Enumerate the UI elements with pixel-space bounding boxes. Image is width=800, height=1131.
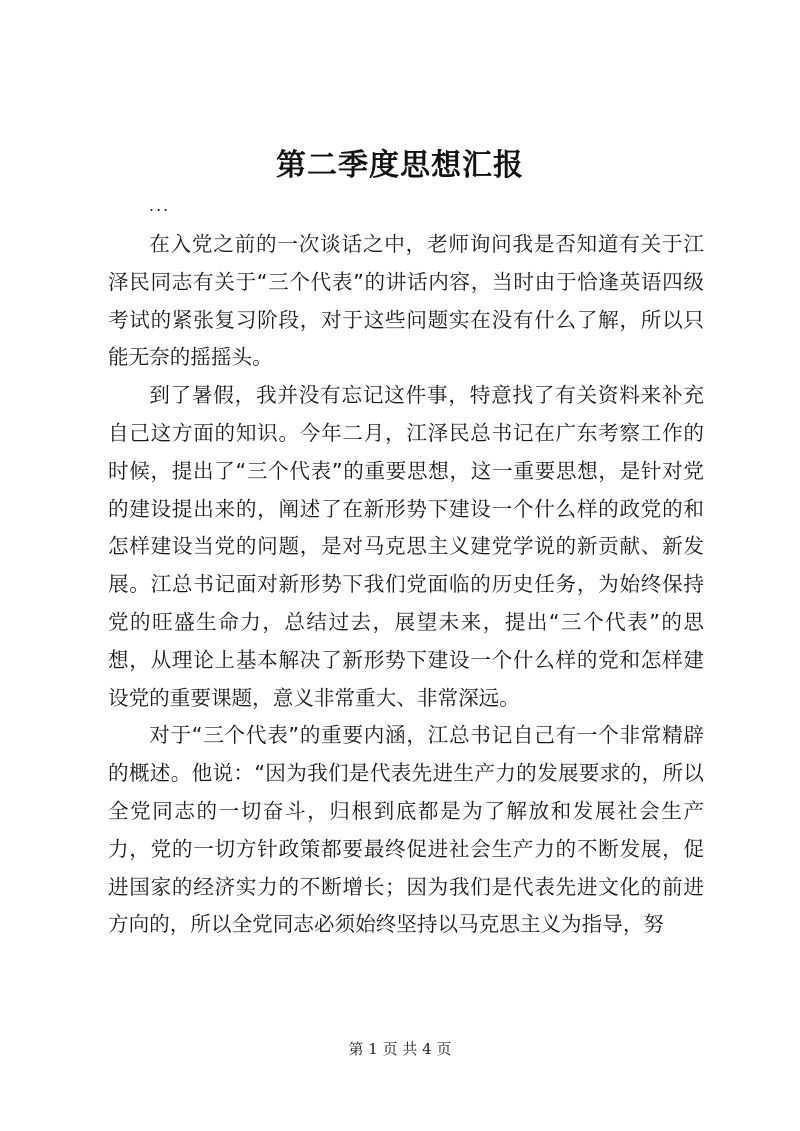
document-title: 第二季度思想汇报 (276, 148, 524, 183)
paragraph: 对于“三个代表”的重要内涵，江总书记自己有一个非常精辟的概述。他说：“因为我们是代表先进生产力的发展要求的，所以全党同志的一切奋斗，归根到底都是为了解放和发展社会生产力，党的一切方针政策都要最终促进社会生产力的不断发展，促进国家的经济实力的不断增长；因为我们是代表先进文化的前进方向的，所以全党同志必须始终坚持以马克思主义为指导，努 (108, 723, 704, 937)
paragraph: 到了暑假，我并没有忘记这件事，特意找了有关资料来补充自己这方面的知识。今年二月，江泽民总书记在广东考察工作的时候，提出了“三个代表”的重要思想，这一重要思想，是针对党的建设提出来的，阐述了在新形势下建设一个什么样的政党的和怎样建设当党的问题，是对马克思主义建党学说的新贡献、新发展。江总书记面对新形势下我们党面临的历史任务，为始终保持党的旺盛生命力，总结过去，展望未来，提出“三个代表”的思想，从理论上基本解决了新形势下建设一个什么样的党和怎样建设党的重要课题，意义非常重大、非常深远。 (108, 383, 704, 710)
paragraph: 在入党之前的一次谈话之中，老师询问我是否知道有关于江泽民同志有关于“三个代表”的讲话内容，当时由于恰逢英语四级考试的紧张复习阶段，对于这些问题实在没有什么了解，所以只能无奈的摇摇头。 (108, 232, 704, 370)
page-footer: 第 1 页 共 4 页 (348, 1040, 452, 1058)
ellipsis-marker: ... (149, 196, 171, 215)
document-body (108, 226, 704, 944)
